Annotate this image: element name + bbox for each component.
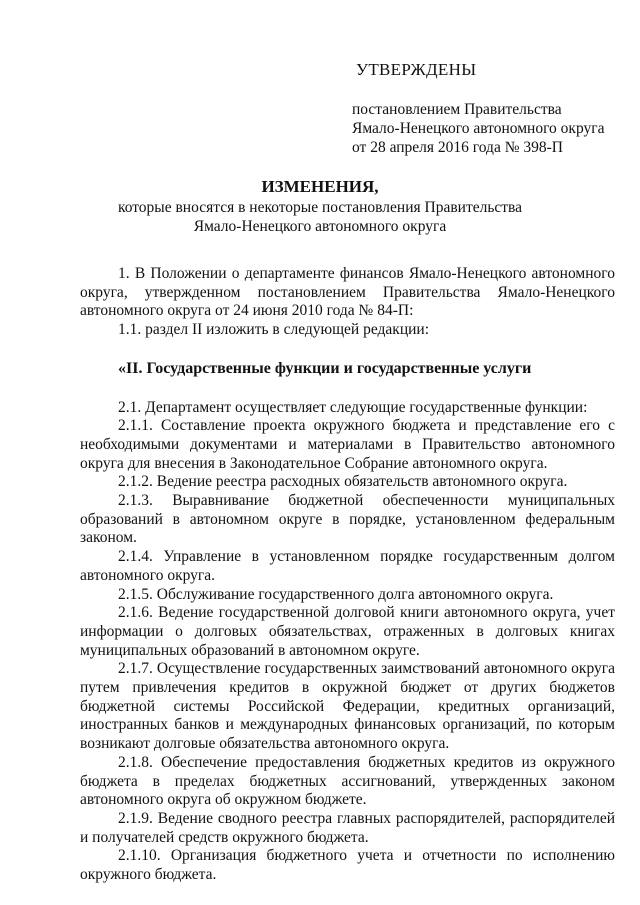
paragraph-2-1-6: 2.1.6. Ведение государственной долговой книги автономного округа, учет информации о долговых обязательствах, отраженных в долговых книгах муниципальных образований в автономном округе. xyxy=(80,604,615,659)
paragraph-2-1-10: 2.1.10. Организация бюджетного учета и отчетности по исполнению окружного бюджета. xyxy=(80,847,615,884)
paragraph-1-1: 1.1. раздел II изложить в следующей редакции: xyxy=(118,321,430,339)
approval-line-government: Ямало-Ненецкого автономного округа xyxy=(352,120,605,137)
approval-line-date: от 28 апреля 2016 года № 398-П xyxy=(352,139,563,156)
paragraph-2-1-7: 2.1.7. Осуществление государственных заимствований автономного округа путем привлечения кредитов в окружной бюджет от других бюджетов бюджетной системы Российской Федерации, кредитных организаций, иностранных банков и международных финансовых организаций, по которым возникают долговые обязательства автономного округа. xyxy=(80,660,615,753)
paragraph-2-1-1: 2.1.1. Составление проекта окружного бюджета и представление его с необходимыми документами и материалами в Правительство автономного округа для внесения в Законодательное Собрание автономного округа. xyxy=(80,417,615,472)
paragraph-2-1-4: 2.1.4. Управление в установленном порядке государственным долгом автономного округа. xyxy=(80,548,615,584)
document-title: ИЗМЕНЕНИЯ, xyxy=(261,177,379,196)
document-subtitle-line-1: которые вносятся в некоторые постановления Правительства xyxy=(117,199,523,216)
paragraph-2-1-3: 2.1.3. Выравнивание бюджетной обеспеченности муниципальных образований в автономном округе в порядке, установленном федеральным законом. xyxy=(80,492,615,547)
approval-title: УТВЕРЖДЕНЫ xyxy=(356,60,477,79)
approval-line-decree: постановлением Правительства xyxy=(352,101,562,118)
paragraph-2-1-9: 2.1.9. Ведение сводного реестра главных распорядителей, распорядителей и получателей средств окружного бюджета. xyxy=(80,809,615,846)
document-title-block xyxy=(0,176,640,236)
paragraph-2-1: 2.1. Департамент осуществляет следующие государственные функции: xyxy=(118,398,588,416)
approval-block xyxy=(352,60,622,157)
paragraph-2-1-8: 2.1.8. Обеспечение предоставления бюджетных кредитов из окружного бюджета в пределах бюджетных ассигнований, утвержденных законом автономного округа об окружном бюджете. xyxy=(80,753,615,809)
paragraph-1: 1. В Положении о департаменте финансов Ямало-Ненецкого автономного округа, утвержденном постановлением Правительства Ямало-Ненецкого автономного округа от 24 июня 2010 года № 84-П: xyxy=(80,265,615,320)
paragraph-2-1-2: 2.1.2. Ведение реестра расходных обязательств автономного округа. xyxy=(118,473,568,491)
document-body xyxy=(80,265,615,885)
document-subtitle-line-2: Ямало-Ненецкого автономного округа xyxy=(193,218,447,235)
paragraph-2-1-5: 2.1.5. Обслуживание государственного долга автономного округа. xyxy=(118,585,554,603)
section-heading: «II. Государственные функции и государственные услуги xyxy=(118,359,532,377)
